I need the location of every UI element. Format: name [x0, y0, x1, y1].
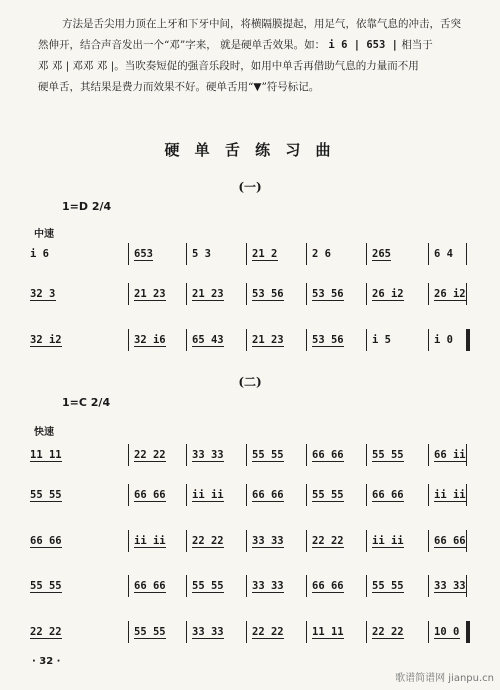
beam-underline: [30, 461, 62, 462]
beam-underline: [252, 346, 284, 347]
notation-measure: 32 i2: [30, 334, 62, 346]
notation-row: [30, 484, 470, 506]
notation-row: [30, 575, 470, 597]
beam-underline: [252, 592, 284, 593]
intro-line-4: 硬单舌，其结果是费力而效果不好。硬单舌用“▼”符号标记。: [38, 81, 320, 93]
notation-measure: ii ii: [434, 489, 466, 501]
beam-underline: [192, 501, 224, 502]
beam-underline: [252, 461, 284, 462]
beam-underline: [192, 592, 224, 593]
bar-line: [428, 283, 429, 305]
beam-underline: [372, 260, 391, 261]
bar-line: [466, 484, 467, 506]
beam-underline: [192, 638, 224, 639]
notation-measure: 6 4: [434, 248, 453, 260]
beam-underline: [134, 547, 166, 548]
notation-measure: 33 33: [252, 580, 284, 592]
bar-line: [306, 329, 307, 351]
notation-measure: 11 11: [312, 626, 344, 638]
beam-underline: [252, 638, 284, 639]
beam-underline: [372, 501, 404, 502]
notation-row: [30, 444, 470, 466]
intro-paragraph: [38, 14, 478, 98]
notation-row: [30, 329, 470, 351]
notation-measure: 22 22: [372, 626, 404, 638]
bar-line: [428, 243, 429, 265]
section-2-key: 1=C 2/4: [62, 396, 111, 409]
notation-measure: 21 2: [252, 248, 278, 260]
bar-line: [428, 329, 429, 351]
bar-line: [128, 329, 129, 351]
notation-measure: 66 66: [372, 489, 404, 501]
notation-measure: 21 23: [134, 288, 166, 300]
notation-measure: 53 56: [252, 288, 284, 300]
beam-underline: [434, 300, 466, 301]
beam-underline: [312, 638, 344, 639]
notation-measure: 53 56: [312, 334, 344, 346]
bar-line: [428, 621, 429, 643]
bar-line: [428, 444, 429, 466]
beam-underline: [372, 638, 404, 639]
notation-measure: 66 66: [30, 535, 62, 547]
notation-measure: 66 66: [134, 489, 166, 501]
bar-line: [128, 621, 129, 643]
notation-measure: i 0: [434, 334, 453, 346]
bar-line: [466, 283, 467, 305]
bar-line: [306, 530, 307, 552]
beam-underline: [312, 346, 344, 347]
notation-measure: 55 55: [30, 489, 62, 501]
beam-underline: [30, 300, 56, 301]
notation-measure: 66 66: [134, 580, 166, 592]
section-1-label: (一): [238, 180, 262, 194]
notation-measure: 55 55: [30, 580, 62, 592]
bar-line: [246, 484, 247, 506]
beam-underline: [312, 461, 344, 462]
bar-line: [186, 444, 187, 466]
final-bar-line: [466, 329, 470, 351]
notation-measure: 55 55: [134, 626, 166, 638]
bar-line: [306, 243, 307, 265]
section-1-tempo: 中速: [34, 229, 54, 240]
beam-underline: [192, 547, 224, 548]
notation-measure: 33 33: [192, 626, 224, 638]
intro-notation-example: i 6 | 653 |: [328, 39, 398, 51]
notation-measure: 26 i2: [372, 288, 404, 300]
beam-underline: [312, 547, 344, 548]
bar-line: [428, 575, 429, 597]
notation-row: [30, 243, 470, 265]
bar-line: [128, 283, 129, 305]
bar-line: [246, 329, 247, 351]
notation-measure: 32 i6: [134, 334, 166, 346]
bar-line: [306, 621, 307, 643]
beam-underline: [312, 592, 344, 593]
beam-underline: [134, 346, 166, 347]
beam-underline: [312, 300, 344, 301]
beam-underline: [30, 547, 62, 548]
bar-line: [366, 329, 367, 351]
bar-line: [466, 530, 467, 552]
notation-measure: 33 33: [434, 580, 466, 592]
bar-line: [246, 283, 247, 305]
page-number: · 32 ·: [32, 656, 61, 667]
notation-measure: 66 ii: [434, 449, 466, 461]
intro-line-3a: 邓 邓 | 邓邓 邓 |: [38, 60, 115, 72]
beam-underline: [372, 547, 404, 548]
notation-row: [30, 621, 470, 643]
notation-measure: 10 0: [434, 626, 460, 638]
bar-line: [246, 575, 247, 597]
notation-measure: 66 66: [252, 489, 284, 501]
beam-underline: [134, 592, 166, 593]
notation-row: [30, 530, 470, 552]
beam-underline: [434, 461, 466, 462]
beam-underline: [252, 300, 284, 301]
intro-line-2a: 然伸开，结合声音发出一个“邓”字来， 就是硬单舌效果。如：: [38, 39, 326, 51]
beam-underline: [372, 300, 404, 301]
bar-line: [246, 243, 247, 265]
bar-line: [186, 283, 187, 305]
beam-underline: [134, 638, 166, 639]
beam-underline: [30, 346, 62, 347]
notation-measure: 55 55: [372, 449, 404, 461]
bar-line: [428, 530, 429, 552]
beam-underline: [434, 638, 460, 639]
bar-line: [128, 530, 129, 552]
bar-line: [366, 484, 367, 506]
beam-underline: [30, 638, 62, 639]
beam-underline: [30, 592, 62, 593]
exercise-title: 硬 单 舌 练 习 曲: [164, 141, 336, 159]
bar-line: [246, 530, 247, 552]
notation-measure: 66 66: [312, 580, 344, 592]
notation-measure: 32 3: [30, 288, 56, 300]
intro-line-2b: 相当于: [401, 39, 433, 51]
watermark: 歌谱简谱网 jianpu.cn: [395, 673, 494, 684]
bar-line: [186, 575, 187, 597]
beam-underline: [434, 592, 466, 593]
bar-line: [366, 283, 367, 305]
bar-line: [366, 621, 367, 643]
notation-measure: 55 55: [192, 580, 224, 592]
notation-measure: 65 43: [192, 334, 224, 346]
notation-measure: 5 3: [192, 248, 211, 260]
notation-measure: 21 23: [192, 288, 224, 300]
notation-measure: 22 22: [252, 626, 284, 638]
notation-measure: ii ii: [372, 535, 404, 547]
bar-line: [128, 575, 129, 597]
beam-underline: [134, 260, 153, 261]
bar-line: [366, 243, 367, 265]
notation-measure: i 5: [372, 334, 391, 346]
beam-underline: [134, 501, 166, 502]
bar-line: [186, 621, 187, 643]
notation-measure: 21 23: [252, 334, 284, 346]
section-1-key: 1=D 2/4: [62, 200, 112, 213]
notation-measure: 66 66: [312, 449, 344, 461]
beam-underline: [192, 461, 224, 462]
section-2-tempo: 快速: [34, 427, 54, 438]
notation-measure: 33 33: [252, 535, 284, 547]
notation-measure: 26 i2: [434, 288, 466, 300]
bar-line: [246, 621, 247, 643]
beam-underline: [252, 501, 284, 502]
intro-line-3b: 。当吹奏短促的强音乐段时，如用中单舌再借助气息的力量而不用: [114, 60, 419, 72]
bar-line: [306, 575, 307, 597]
notation-measure: 55 55: [252, 449, 284, 461]
beam-underline: [192, 346, 224, 347]
bar-line: [186, 329, 187, 351]
bar-line: [366, 444, 367, 466]
bar-line: [186, 243, 187, 265]
bar-line: [306, 444, 307, 466]
notation-measure: ii ii: [192, 489, 224, 501]
beam-underline: [312, 501, 344, 502]
notation-measure: 55 55: [312, 489, 344, 501]
notation-measure: 53 56: [312, 288, 344, 300]
bar-line: [366, 575, 367, 597]
bar-line: [428, 484, 429, 506]
notation-measure: 2 6: [312, 248, 331, 260]
bar-line: [246, 444, 247, 466]
notation-measure: 22 22: [30, 626, 62, 638]
notation-measure: 33 33: [192, 449, 224, 461]
beam-underline: [192, 300, 224, 301]
beam-underline: [134, 461, 166, 462]
notation-measure: 22 22: [192, 535, 224, 547]
beam-underline: [372, 592, 404, 593]
bar-line: [306, 484, 307, 506]
notation-measure: 22 22: [134, 449, 166, 461]
bar-line: [366, 530, 367, 552]
notation-measure: 653: [134, 248, 153, 260]
beam-underline: [252, 260, 278, 261]
bar-line: [306, 283, 307, 305]
bar-line: [466, 444, 467, 466]
notation-measure: ii ii: [134, 535, 166, 547]
final-bar-line: [466, 621, 470, 643]
bar-line: [466, 575, 467, 597]
bar-line: [128, 484, 129, 506]
beam-underline: [134, 300, 166, 301]
notation-measure: 11 11: [30, 449, 62, 461]
notation-measure: 55 55: [372, 580, 404, 592]
beam-underline: [434, 547, 466, 548]
notation-row: [30, 283, 470, 305]
bar-line: [186, 484, 187, 506]
bar-line: [128, 243, 129, 265]
bar-line: [128, 444, 129, 466]
beam-underline: [372, 461, 404, 462]
bar-line: [466, 243, 467, 265]
notation-measure: 22 22: [312, 535, 344, 547]
bar-line: [186, 530, 187, 552]
intro-line-1: 方法是舌尖用力顶在上牙和下牙中间，将横隔膜提起，用足气，依靠气息的冲击，舌突: [62, 18, 461, 30]
notation-measure: 66 66: [434, 535, 466, 547]
section-2-label: (二): [238, 375, 262, 389]
beam-underline: [252, 547, 284, 548]
notation-measure: 265: [372, 248, 391, 260]
notation-measure: i 6: [30, 248, 49, 260]
beam-underline: [30, 501, 62, 502]
beam-underline: [434, 501, 466, 502]
